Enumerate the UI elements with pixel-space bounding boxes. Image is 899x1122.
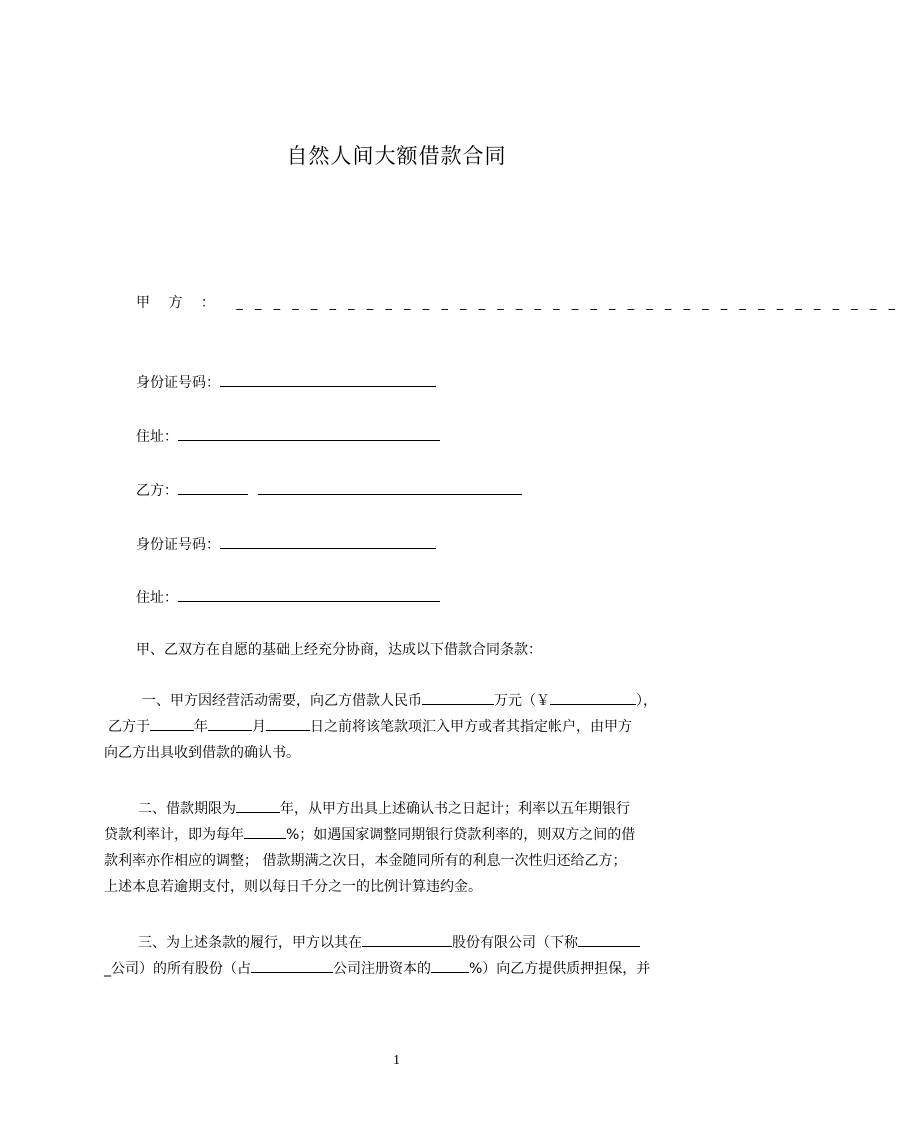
party-b-id-label: 身份证号码： — [136, 537, 220, 553]
share-percent-blank[interactable] — [431, 958, 469, 973]
party-a-id-blank[interactable] — [220, 372, 436, 387]
company-short-name-blank[interactable] — [578, 932, 640, 947]
party-a-name-field — [136, 293, 899, 314]
transfer-day-blank[interactable] — [266, 716, 310, 731]
party-b-name-field — [136, 480, 522, 501]
clause-2-text-c: 贷款利率计，即为每年 — [104, 827, 244, 843]
clause-3-text-a: 三、为上述条款的履行，甲方以其在 — [138, 935, 362, 951]
clause-1-text-g: 日之前将该笔款项汇入甲方或者其指定帐户，由甲方 — [310, 719, 632, 735]
document-title: 自然人间大额借款合同 — [286, 144, 507, 168]
party-b-address-label: 住址： — [136, 590, 178, 606]
clause-2-text-d: %；如遇国家调整同期银行贷款利率的，则双方之间的借 — [286, 827, 636, 843]
clause-2 — [104, 796, 704, 900]
party-b-address-field — [136, 587, 440, 608]
clause-1-text-c: ）， — [636, 693, 657, 709]
party-a-id-label: 身份证号码： — [136, 375, 220, 391]
transfer-year-blank[interactable] — [150, 716, 194, 731]
clause-3 — [104, 930, 704, 982]
clause-2-text-b: 年，从甲方出具上述确认书之日起计；利率以五年期银行 — [280, 801, 630, 817]
party-a-id-field — [136, 372, 436, 393]
party-b-name-blank[interactable] — [178, 480, 248, 495]
party-a-address-blank[interactable] — [178, 426, 440, 441]
party-b-id-blank[interactable] — [220, 534, 436, 549]
clause-1-text-b: 万元（￥ — [494, 693, 550, 709]
clause-2-text-a: 二、借款期限为 — [138, 801, 236, 817]
party-a-address-label: 住址： — [136, 429, 178, 445]
clause-3-text-c: _公司）的所有股份（占 — [104, 961, 251, 977]
transfer-month-blank[interactable] — [208, 716, 252, 731]
party-b-id-field — [136, 534, 436, 555]
loan-amount-figure-blank[interactable] — [550, 690, 636, 705]
clause-2-text-e: 款利率亦作相应的调整； 借款期满之次日，本金随同所有的利息一次性归还给乙方； — [104, 853, 627, 869]
party-a-address-field — [136, 426, 440, 447]
clause-1-text-f: 月 — [252, 719, 266, 735]
company-name-blank[interactable] — [362, 932, 452, 947]
annual-rate-blank[interactable] — [244, 824, 286, 839]
party-b-address-blank[interactable] — [178, 587, 440, 602]
clause-1-text-a: 一、甲方因经营活动需要，向乙方借款人民币 — [142, 693, 422, 709]
loan-term-blank[interactable] — [236, 798, 280, 813]
intro-text: 甲、乙双方在自愿的基础上经充分协商，达成以下借款合同条款： — [136, 642, 542, 658]
clause-2-text-f: 上述本息若逾期支付，则以每日千分之一的比例计算违约金。 — [104, 879, 482, 895]
loan-amount-blank[interactable] — [422, 690, 494, 705]
party-b-name-blank-2[interactable] — [258, 480, 522, 495]
clause-1-text-h: 向乙方出具收到借款的确认书。 — [104, 745, 300, 761]
clause-3-text-b: 股份有限公司（下称 — [452, 935, 578, 951]
clause-1 — [104, 688, 704, 766]
clause-1-text-d: 乙方于 — [108, 719, 150, 735]
page-number: 1 — [393, 1053, 400, 1068]
party-a-label: 甲 方 ： — [136, 295, 222, 311]
clause-3-text-e: %）向乙方提供质押担保，并 — [469, 961, 651, 977]
clause-3-text-d: 公司注册资本的 — [333, 961, 431, 977]
party-b-label: 乙方： — [136, 483, 178, 499]
clause-1-text-e: 年 — [194, 719, 208, 735]
share-count-blank[interactable] — [251, 958, 333, 973]
party-a-name-blank[interactable]: _ _ _ _ _ _ _ _ _ _ _ _ _ _ _ _ _ _ _ _ _ _ _ _ _ _ _ _ _ _ _ _ _ _ _ _ — [236, 296, 899, 311]
